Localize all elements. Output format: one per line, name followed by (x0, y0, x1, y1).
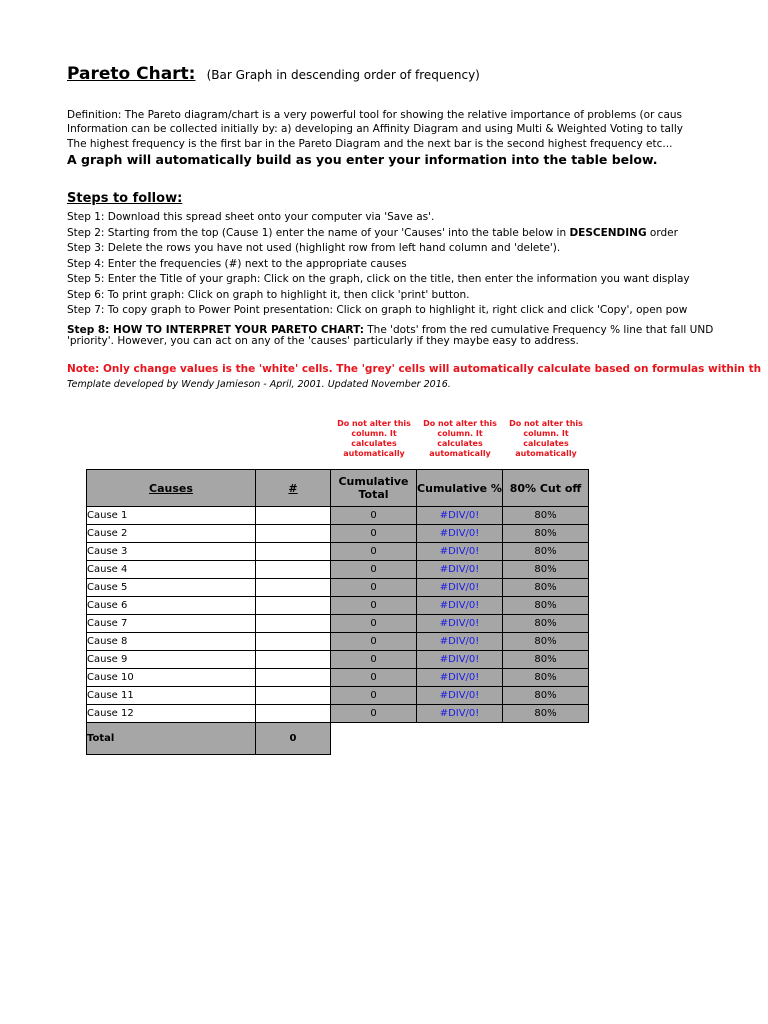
table-header-row (87, 470, 589, 507)
warning-line: calculates (523, 439, 569, 448)
step-8-heading: Step 8: HOW TO INTERPRET YOUR PARETO CHART: (67, 324, 364, 336)
definition-text: Definition: The Pareto diagram/chart is a very powerful tool for showing the relative importance of problems (or caus (67, 109, 683, 121)
warning-line: calculates (437, 439, 483, 448)
cutoff-cell: 80% (503, 615, 589, 633)
warning-line: calculates (351, 439, 397, 448)
table-row (87, 543, 589, 561)
warning-line: automatically (515, 449, 577, 458)
cause-cell[interactable]: Cause 5 (87, 579, 256, 597)
step-7: Step 7: To copy graph to Power Point presentation: Click on graph to highlight it, right click and click 'Copy', open pow (67, 304, 688, 316)
blank-cell (503, 723, 589, 755)
cumulative-pct-cell: #DIV/0! (417, 507, 503, 525)
frequency-input-cell[interactable] (256, 507, 331, 525)
header-cumulative-total (331, 470, 417, 507)
warning-line: column. It (523, 429, 569, 438)
cumulative-pct-cell: #DIV/0! (417, 669, 503, 687)
cutoff-cell: 80% (503, 579, 589, 597)
step-5: Step 5: Enter the Title of your graph: Click on the graph, click on the title, then enter the information you want display (67, 273, 690, 285)
total-row (87, 723, 589, 755)
cause-cell[interactable]: Cause 4 (87, 561, 256, 579)
frequency-input-cell[interactable] (256, 669, 331, 687)
step-8-continued: 'priority'. However, you can act on any of the 'causes' particularly if they maybe easy to address. (67, 335, 579, 347)
credit-text: Template developed by Wendy Jamieson - April, 2001. Updated November 2016. (67, 379, 451, 390)
table-row (87, 633, 589, 651)
warning-line: automatically (429, 449, 491, 458)
cumulative-pct-cell: #DIV/0! (417, 525, 503, 543)
frequency-input-cell[interactable] (256, 579, 331, 597)
table-row (87, 669, 589, 687)
table-row (87, 507, 589, 525)
warning-line: column. It (437, 429, 483, 438)
cumulative-pct-cell: #DIV/0! (417, 705, 503, 723)
cause-cell[interactable]: Cause 2 (87, 525, 256, 543)
step-8-text: The 'dots' from the red cumulative Frequency % line that fall UND (363, 324, 714, 336)
cumulative-total-cell: 0 (331, 615, 417, 633)
warning-cumulative-pct (421, 419, 499, 459)
cutoff-cell: 80% (503, 705, 589, 723)
step-2-bold: DESCENDING (569, 227, 647, 239)
table-row (87, 651, 589, 669)
cause-cell[interactable]: Cause 3 (87, 543, 256, 561)
cumulative-total-cell: 0 (331, 597, 417, 615)
cumulative-pct-cell: #DIV/0! (417, 687, 503, 705)
page-title: Pareto Chart: (67, 64, 196, 84)
cumulative-total-cell: 0 (331, 561, 417, 579)
header-frequency: # (256, 470, 331, 507)
step-2-pre: Step 2: Starting from the top (Cause 1) enter the name of your 'Causes' into the table below in (67, 227, 570, 239)
step-2 (67, 226, 678, 240)
blank-cell (417, 723, 503, 755)
warning-line: Do not alter this (509, 419, 583, 428)
cumulative-total-cell: 0 (331, 543, 417, 561)
frequency-input-cell[interactable] (256, 705, 331, 723)
step-4: Step 4: Enter the frequencies (#) next to the appropriate causes (67, 258, 407, 270)
cumulative-pct-cell: #DIV/0! (417, 597, 503, 615)
header-cumulative-pct: Cumulative % (417, 470, 503, 507)
step-2-post: order (646, 227, 678, 239)
note-text: Note: Only change values is the 'white' cells. The 'grey' cells will automatically calculate based on formulas within th (67, 363, 762, 375)
cause-cell[interactable]: Cause 12 (87, 705, 256, 723)
cutoff-cell: 80% (503, 687, 589, 705)
cause-cell[interactable]: Cause 10 (87, 669, 256, 687)
cumulative-total-cell: 0 (331, 507, 417, 525)
header-cumulative-total-line1: Cumulative (338, 475, 409, 488)
cause-cell[interactable]: Cause 1 (87, 507, 256, 525)
cumulative-pct-cell: #DIV/0! (417, 543, 503, 561)
warning-line: Do not alter this (337, 419, 411, 428)
title-row (67, 64, 480, 84)
pareto-table (86, 469, 589, 755)
cutoff-cell: 80% (503, 633, 589, 651)
frequency-input-cell[interactable] (256, 525, 331, 543)
auto-build-text: A graph will automatically build as you enter your information into the table below. (67, 152, 658, 167)
steps-heading: Steps to follow: (67, 191, 183, 206)
warning-cumulative-total (335, 419, 413, 459)
frequency-input-cell[interactable] (256, 633, 331, 651)
warning-line: automatically (343, 449, 405, 458)
frequency-input-cell[interactable] (256, 651, 331, 669)
cutoff-cell: 80% (503, 525, 589, 543)
cumulative-total-cell: 0 (331, 525, 417, 543)
warning-line: column. It (351, 429, 397, 438)
table-row (87, 597, 589, 615)
frequency-input-cell[interactable] (256, 687, 331, 705)
cumulative-total-cell: 0 (331, 705, 417, 723)
table-row (87, 615, 589, 633)
header-causes: Causes (87, 470, 256, 507)
cumulative-total-cell: 0 (331, 651, 417, 669)
cutoff-cell: 80% (503, 651, 589, 669)
cause-cell[interactable]: Cause 11 (87, 687, 256, 705)
table-row (87, 525, 589, 543)
collection-text: Information can be collected initially by: a) developing an Affinity Diagram and using Multi & Weighted Voting to tally (67, 123, 683, 135)
cumulative-pct-cell: #DIV/0! (417, 579, 503, 597)
cutoff-cell: 80% (503, 543, 589, 561)
warning-line: Do not alter this (423, 419, 497, 428)
cumulative-total-cell: 0 (331, 633, 417, 651)
cause-cell[interactable]: Cause 8 (87, 633, 256, 651)
cutoff-cell: 80% (503, 597, 589, 615)
table-row (87, 705, 589, 723)
header-cumulative-total-line2: Total (358, 488, 389, 501)
frequency-input-cell[interactable] (256, 543, 331, 561)
cutoff-cell: 80% (503, 669, 589, 687)
warning-cutoff (507, 419, 585, 459)
cause-cell[interactable]: Cause 7 (87, 615, 256, 633)
page-subtitle: (Bar Graph in descending order of frequency) (206, 68, 480, 82)
cutoff-cell: 80% (503, 561, 589, 579)
cumulative-total-cell: 0 (331, 669, 417, 687)
highest-frequency-text: The highest frequency is the first bar in the Pareto Diagram and the next bar is the second highest frequency etc... (67, 138, 673, 150)
cause-cell[interactable]: Cause 9 (87, 651, 256, 669)
cumulative-total-cell: 0 (331, 579, 417, 597)
cutoff-cell: 80% (503, 507, 589, 525)
blank-cell (331, 723, 417, 755)
table-row (87, 687, 589, 705)
step-1: Step 1: Download this spread sheet onto your computer via 'Save as'. (67, 211, 435, 223)
frequency-input-cell[interactable] (256, 561, 331, 579)
cumulative-total-cell: 0 (331, 687, 417, 705)
cumulative-pct-cell: #DIV/0! (417, 651, 503, 669)
header-cutoff: 80% Cut off (503, 470, 589, 507)
cause-cell[interactable]: Cause 6 (87, 597, 256, 615)
cumulative-pct-cell: #DIV/0! (417, 633, 503, 651)
total-value: 0 (256, 723, 331, 755)
table-row (87, 561, 589, 579)
table-row (87, 579, 589, 597)
cumulative-pct-cell: #DIV/0! (417, 615, 503, 633)
step-6: Step 6: To print graph: Click on graph to highlight it, then click 'print' button. (67, 289, 470, 301)
frequency-input-cell[interactable] (256, 615, 331, 633)
frequency-input-cell[interactable] (256, 597, 331, 615)
total-label: Total (87, 723, 256, 755)
step-3: Step 3: Delete the rows you have not used (highlight row from left hand column and 'delete'). (67, 242, 561, 254)
cumulative-pct-cell: #DIV/0! (417, 561, 503, 579)
